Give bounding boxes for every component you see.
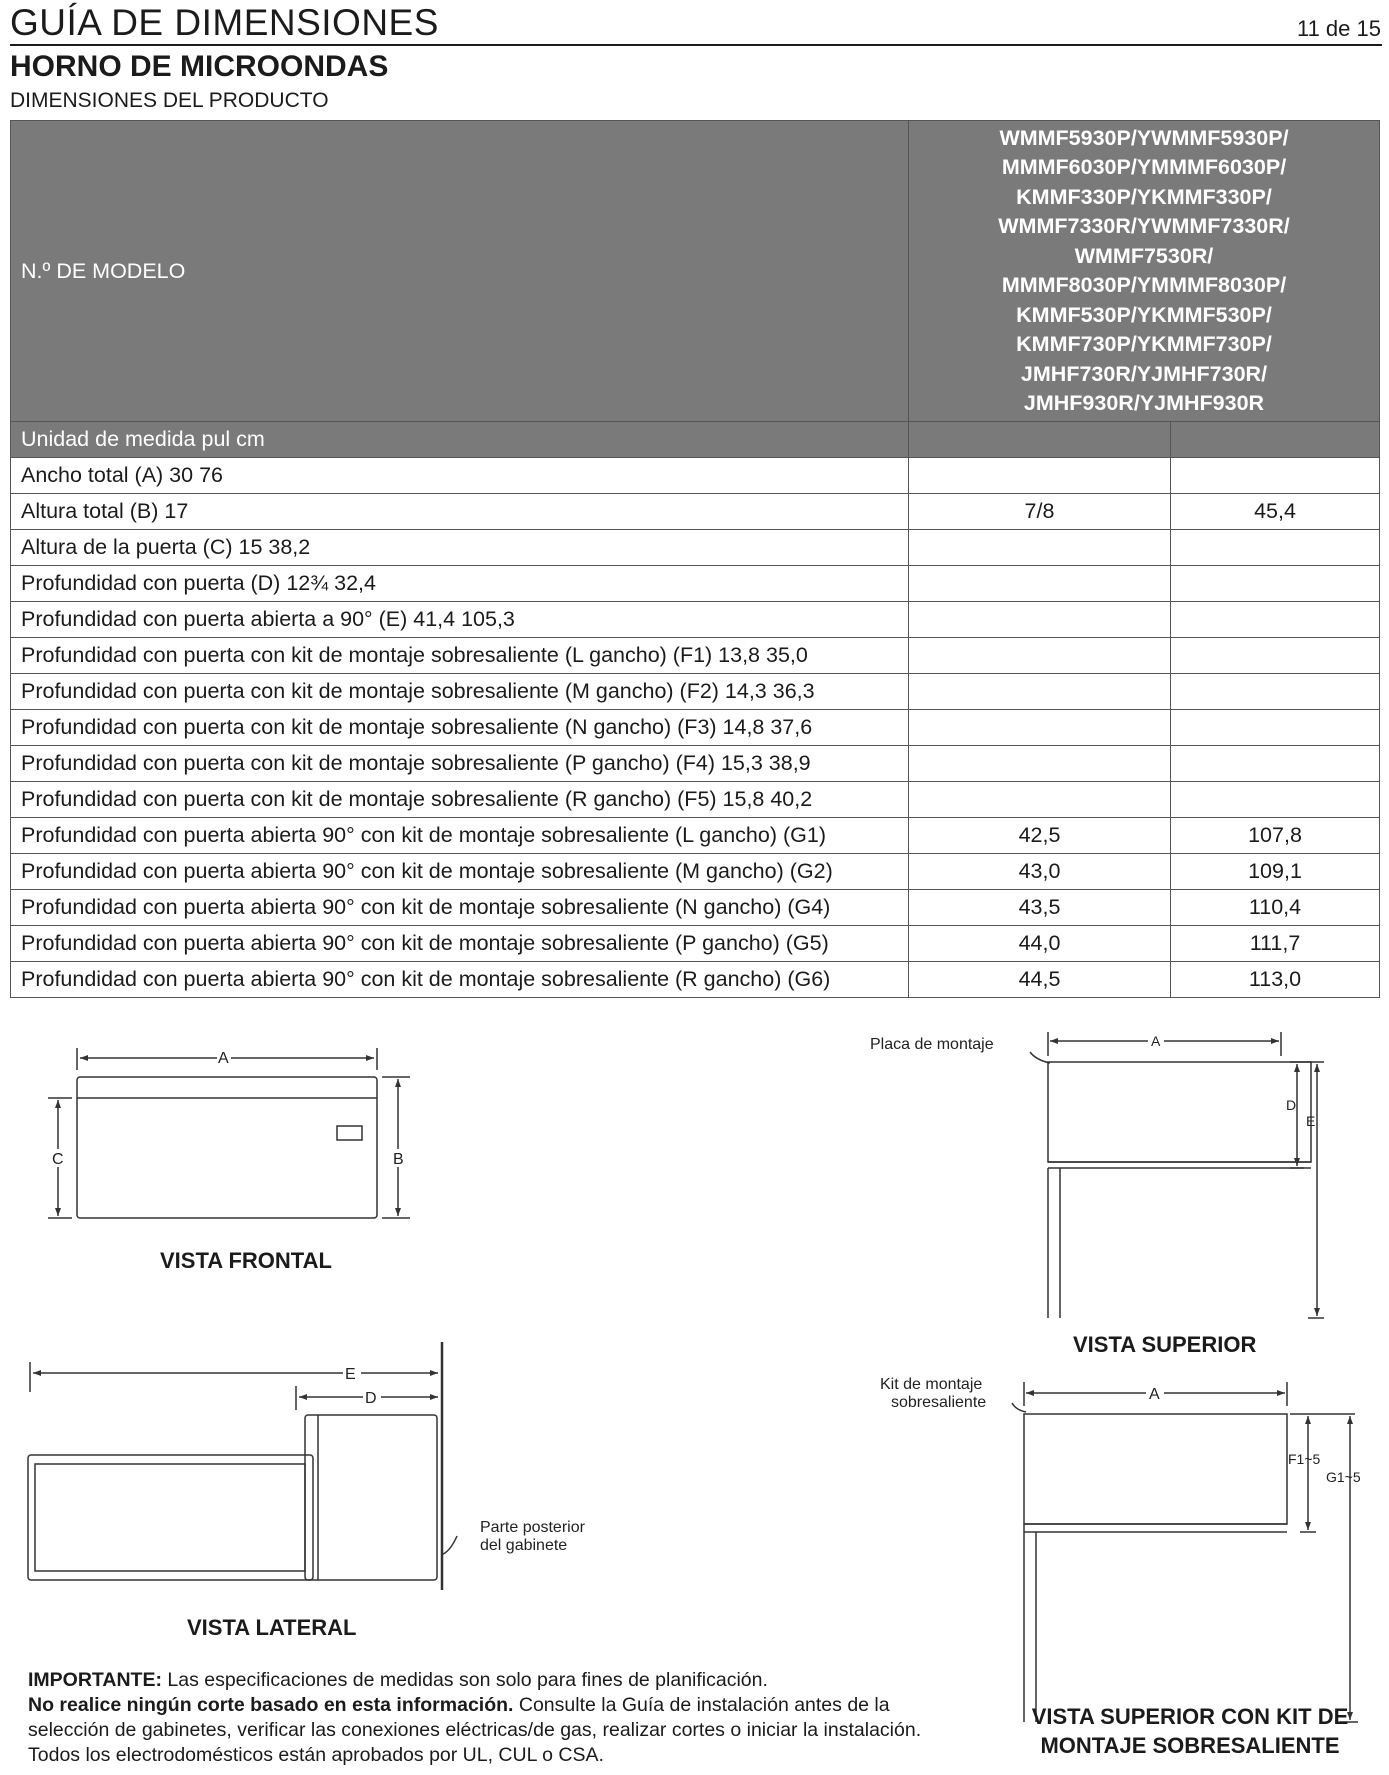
note-line-3: selección de gabinetes, verificar las conexiones eléctricas/de gas, realizar cortes o iniciar la instalación.: [28, 1719, 922, 1741]
top-plate-label: Placa de montaje: [870, 1036, 994, 1053]
row-label: Ancho total (A) 30 76: [11, 458, 909, 494]
row-label: Altura total (B) 17: [11, 494, 909, 530]
page-title: GUÍA DE DIMENSIONES: [10, 2, 439, 43]
model-name: JMHF930R/YJMHF930R: [1023, 391, 1265, 415]
row-label: Profundidad con puerta abierta 90° con kit de montaje sobresaliente (R gancho) (G6): [11, 962, 909, 998]
row-label: Profundidad con puerta abierta a 90° (E) 41,4 105,3: [11, 602, 909, 638]
unit-label: Unidad de medida pul cm: [11, 422, 909, 458]
top-label-a: A: [1151, 1033, 1161, 1049]
row-value-cm: 107,8: [1171, 818, 1380, 854]
top-kit-caption-line2: MONTAJE SOBRESALIENTE: [1040, 1733, 1340, 1758]
kit-label-g: G1~5: [1326, 1469, 1361, 1485]
top-label-e: E: [1306, 1113, 1316, 1129]
row-value-cm: 45,4: [1171, 494, 1380, 530]
row-value-pul: 43,0: [909, 854, 1171, 890]
kit-label-f: F1~5: [1288, 1451, 1321, 1467]
product-subtitle: HORNO DE MICROONDAS: [10, 50, 389, 83]
row-label: Profundidad con puerta (D) 12¾ 32,4: [11, 566, 909, 602]
front-control-panel: [337, 1126, 362, 1140]
side-label-d: D: [365, 1390, 377, 1407]
top-label-d: D: [1286, 1097, 1297, 1113]
row-value-pul: 7/8: [909, 494, 1171, 530]
row-value-cm: 113,0: [1171, 962, 1380, 998]
model-name: WMMF7530R/: [1074, 243, 1214, 268]
row-value-cm: 111,7: [1171, 926, 1380, 962]
side-view-caption: VISTA LATERAL: [187, 1615, 357, 1640]
side-oven-inner: [35, 1464, 305, 1571]
note-line-4: Todos los electrodomésticos están aprobados por UL, CUL o CSA.: [28, 1744, 604, 1766]
kit-label-1: Kit de montaje: [880, 1376, 983, 1393]
front-label-c: C: [52, 1151, 64, 1168]
front-label-a: A: [218, 1050, 229, 1067]
top-oven-outline: [1048, 1062, 1311, 1162]
model-name: WMMF7330R/YWMMF7330R/: [998, 214, 1290, 238]
top-kit-caption: [1020, 1702, 1360, 1760]
note-bold-1: IMPORTANTE:: [28, 1669, 162, 1691]
row-value-cm: 110,4: [1171, 890, 1380, 926]
note-bold-2: No realice ningún corte basado en esta información.: [28, 1694, 514, 1716]
model-name: KMMF330P/YKMMF330P/: [1016, 184, 1272, 209]
top-view-drawing: [1030, 1032, 1324, 1318]
row-label: Profundidad con puerta abierta 90° con kit de montaje sobresaliente (P gancho) (G5): [11, 926, 909, 962]
model-name: MMMF8030P/YMMMF8030P/: [1001, 273, 1287, 297]
kit-oven-outline: [1024, 1414, 1287, 1524]
front-view-drawing: [48, 1048, 410, 1218]
row-label: Profundidad con puerta con kit de montaje sobresaliente (L gancho) (F1) 13,8 35,0: [11, 638, 909, 674]
row-label: Profundidad con puerta con kit de montaje sobresaliente (N gancho) (F3) 14,8 37,6: [11, 710, 909, 746]
model-name: KMMF530P/YKMMF530P/: [1016, 302, 1272, 327]
model-name: MMMF6030P/YMMMF6030P/: [1001, 155, 1287, 179]
row-value-pul: 44,0: [909, 926, 1171, 962]
note-text-2: Consulte la Guía de instalación antes de la: [513, 1694, 890, 1716]
side-cabinet: [305, 1415, 437, 1580]
page-number: 11 de 15: [1296, 16, 1381, 41]
model-name: WMMF5930P/YWMMF5930P/: [999, 125, 1289, 150]
row-label: Profundidad con puerta abierta 90° con kit de montaje sobresaliente (M gancho) (G2): [11, 854, 909, 890]
front-label-b: B: [393, 1151, 404, 1168]
section-title: DIMENSIONES DEL PRODUCTO: [10, 89, 329, 112]
row-value-cm: 109,1: [1171, 854, 1380, 890]
side-cabinet-label-1: Parte posterior: [480, 1519, 585, 1536]
front-view-caption: VISTA FRONTAL: [160, 1248, 332, 1273]
side-label-e: E: [345, 1366, 356, 1383]
top-view-caption: VISTA SUPERIOR: [1073, 1332, 1257, 1357]
kit-label-a: A: [1149, 1386, 1160, 1403]
row-value-pul: 42,5: [909, 818, 1171, 854]
side-cabinet-label-2: del gabinete: [480, 1537, 568, 1554]
row-value-pul: 43,5: [909, 890, 1171, 926]
important-note: [28, 1668, 1008, 1768]
row-label: Profundidad con puerta con kit de montaje sobresaliente (R gancho) (F5) 15,8 40,2: [11, 782, 909, 818]
side-oven-outline: [28, 1455, 313, 1580]
row-label: Altura de la puerta (C) 15 38,2: [11, 530, 909, 566]
row-label: Profundidad con puerta abierta 90° con kit de montaje sobresaliente (N gancho) (G4): [11, 890, 909, 926]
note-text-1: Las especificaciones de medidas son solo para fines de planificación.: [161, 1669, 768, 1691]
row-label: Profundidad con puerta con kit de montaje sobresaliente (M gancho) (F2) 14,3 36,3: [11, 674, 909, 710]
model-label: N.º DE MODELO: [11, 121, 909, 422]
kit-label-2: sobresaliente: [891, 1394, 987, 1411]
row-value-pul: 44,5: [909, 962, 1171, 998]
top-kit-caption-line1: VISTA SUPERIOR CON KIT DE: [1031, 1704, 1349, 1729]
row-label: Profundidad con puerta con kit de montaje sobresaliente (P gancho) (F4) 15,3 38,9: [11, 746, 909, 782]
model-name: KMMF730P/YKMMF730P/: [1016, 332, 1272, 356]
side-view-drawing: [28, 1342, 457, 1590]
model-name: JMHF730R/YJMHF730R/: [1020, 361, 1268, 386]
top-kit-view-drawing: [1012, 1382, 1358, 1722]
row-label: Profundidad con puerta abierta 90° con kit de montaje sobresaliente (L gancho) (G1): [11, 818, 909, 854]
